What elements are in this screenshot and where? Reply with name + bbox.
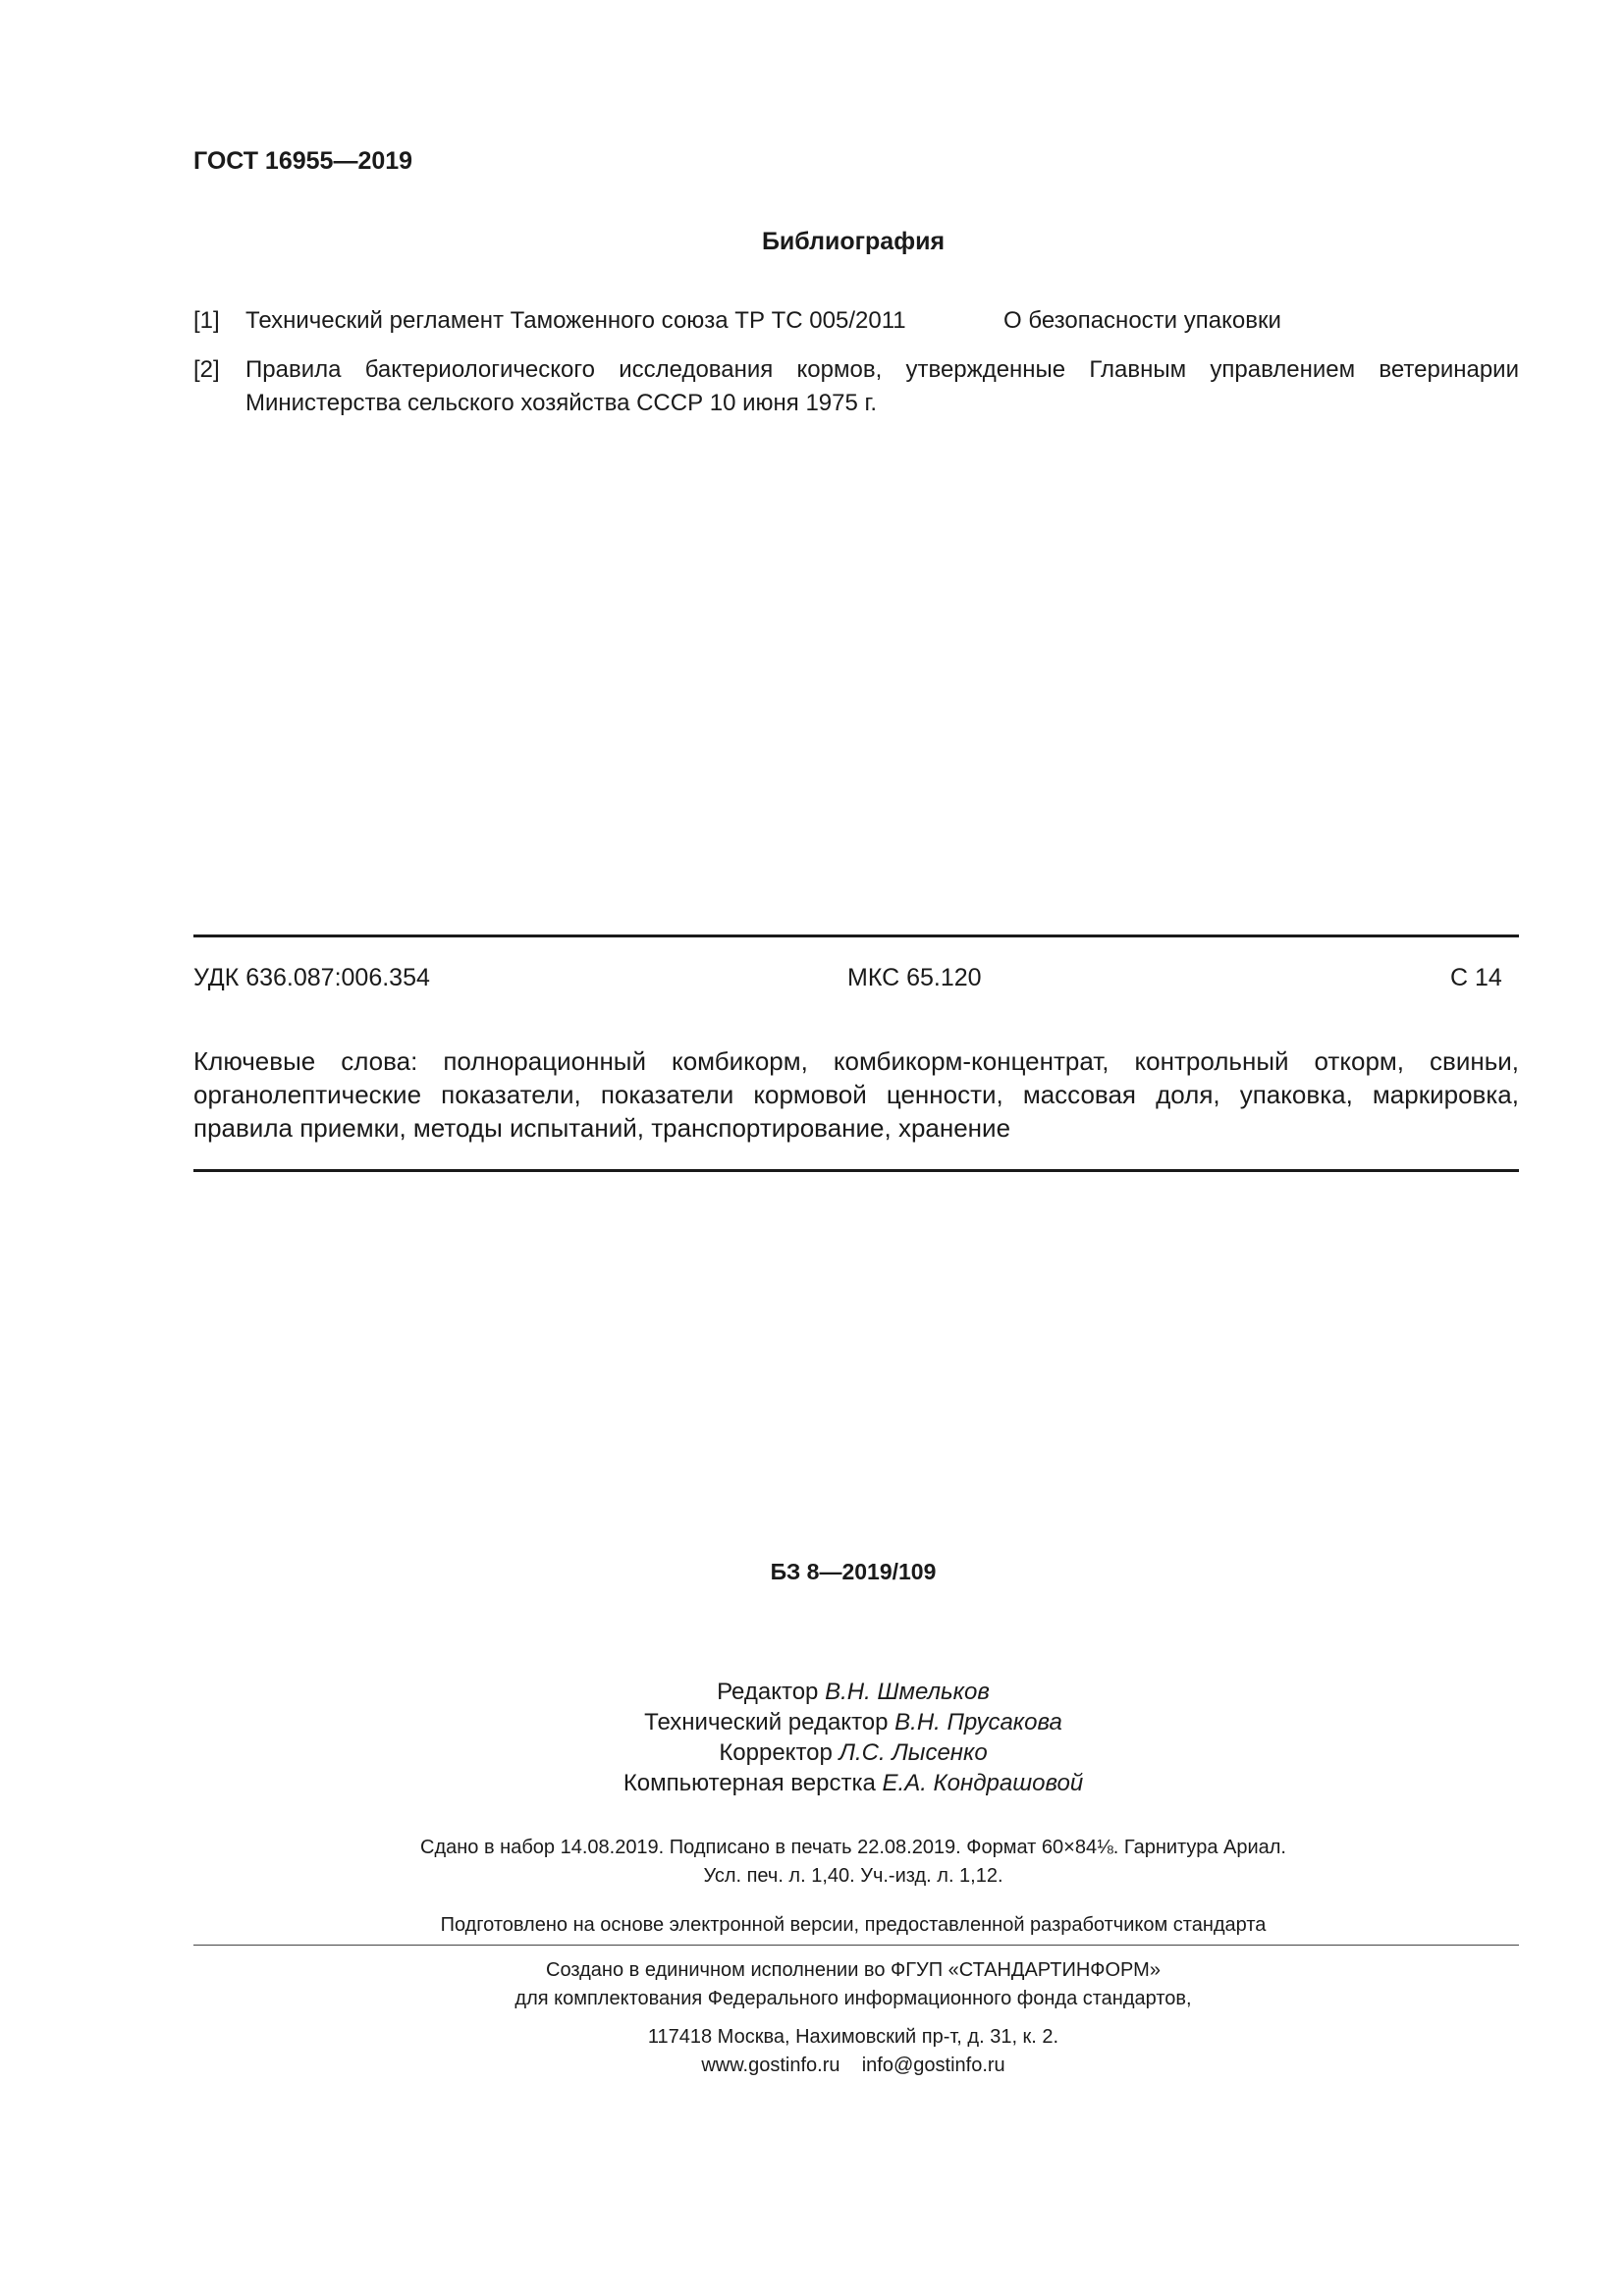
email-link[interactable]: info@gostinfo.ru [861,2055,1005,2076]
print-info-2: Усл. печ. л. 1,40. Уч.-изд. л. 1,12. [703,1865,1003,1887]
staff-name: В.Н. Шмельков [825,1679,990,1705]
ref-number: [2] [193,356,220,383]
staff-editor [0,1677,1624,1707]
staff-role: Редактор [717,1679,819,1705]
divider-bottom [193,1169,1519,1172]
print-info-1: Сдано в набор 14.08.2019. Подписано в печать 22.08.2019. Формат 60×84⅛. Гарнитура Ариал. [420,1837,1286,1858]
keywords: Ключевые слова: полнорационный комбикорм, комбикорм-концентрат, контрольный откорм, свиньи, органолептические показатели, показатели кормовой ценности, массовая доля, упаковка, маркировка, правила приемки, методы испытаний, транспортирование, хранение [193,1046,1519,1143]
ref-text: Правила бактериологического исследования кормов, утвержденные Главным управлением ветеринарии Министерства сельского хозяйства СССР 10 июня 1975 г. [245,356,1519,416]
mks-code: МКС 65.120 [847,964,982,991]
staff-name: В.Н. Прусакова [894,1709,1062,1735]
document-code: ГОСТ 16955—2019 [193,147,413,175]
staff-corrector [0,1737,1624,1768]
created-line-2: для комплектования Федерального информационного фонда стандартов, [514,1988,1192,2009]
staff-tech-editor [0,1707,1624,1737]
ref-text: Технический регламент Таможенного союза ТР ТС 005/2011 [245,307,906,334]
bibliography-ref-1 [193,304,1519,338]
bibliography-ref-2 [193,353,1519,420]
staff-layout [0,1768,1624,1798]
website-link[interactable]: www.gostinfo.ru [701,2055,840,2076]
ref-number: [1] [193,307,220,334]
staff-role: Компьютерная верстка [623,1770,876,1796]
bibliography-title: Библиография [761,228,946,255]
staff-name: Л.С. Лысенко [839,1739,988,1766]
staff-role: Технический редактор [644,1709,889,1735]
contacts [0,2051,1624,2080]
udk-code: УДК 636.087:006.354 [193,964,430,991]
staff-role: Корректор [719,1739,833,1766]
staff-name: Е.А. Кондрашовой [882,1770,1084,1796]
ref-title: О безопасности упаковки [1003,307,1281,334]
divider-top [193,934,1519,937]
prepared-note: Подготовлено на основе электронной версии, предоставленной разработчиком стандарта [440,1914,1267,1936]
okp-code: С 14 [1450,964,1502,991]
publisher-address: 117418 Москва, Нахимовский пр-т, д. 31, к. 2. [647,2026,1059,2048]
created-line-1: Создано в единичном исполнении во ФГУП «СТАНДАРТИНФОРМ» [546,1959,1161,1981]
bz-number: БЗ 8—2019/109 [770,1559,937,1584]
divider-thin [193,1945,1519,1946]
